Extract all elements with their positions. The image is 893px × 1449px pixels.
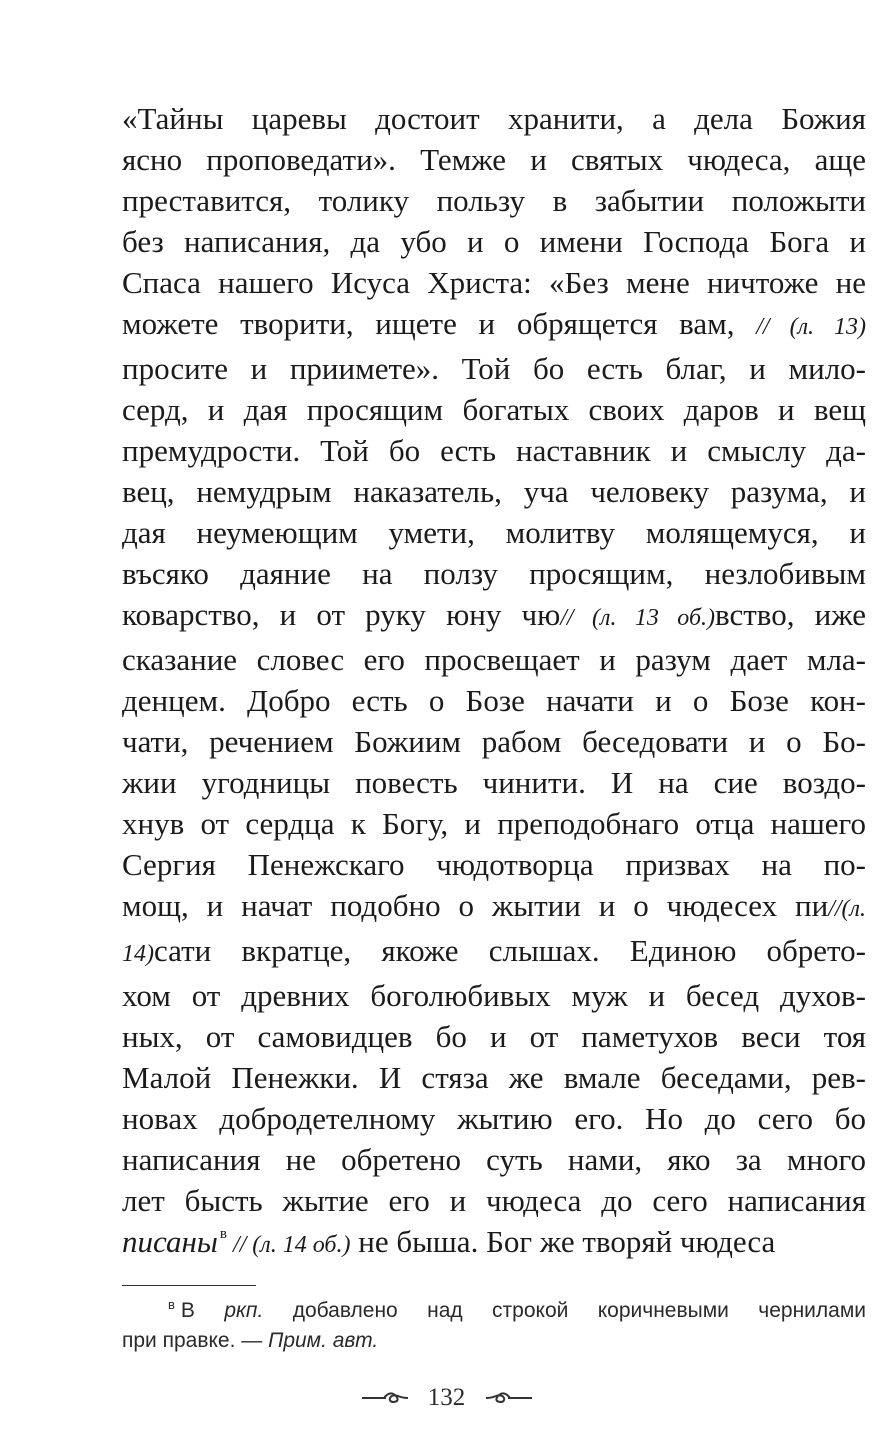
folio-reference: // (л. 13 об.) (560, 605, 716, 631)
footnote-divider (122, 1285, 256, 1286)
right-ornament-icon (482, 1389, 534, 1407)
body-line (122, 721, 866, 762)
footnote-line (122, 1326, 866, 1356)
body-line (122, 1057, 866, 1098)
text-segment: хом от древних боголюбивых муж и бесед духов- (122, 978, 866, 1013)
text-segment: преставится, толику пользу в забытии положыти (122, 183, 866, 218)
body-line (122, 680, 866, 721)
footnote-marker: в (219, 1226, 227, 1242)
body-line (122, 262, 866, 303)
body-line (122, 930, 866, 975)
body-line (122, 389, 866, 430)
body-line (122, 221, 866, 262)
text-segment: можете творити, ищете и обрящется вам, (122, 306, 757, 341)
footnote-line (122, 1296, 866, 1326)
text-segment: вец, немудрым наказатель, уча человеку разума, и (122, 474, 866, 509)
text-segment: новах добродетелному жытию его. Но до сего бо (122, 1101, 866, 1136)
text-segment: писаны (122, 1224, 218, 1259)
text-segment: Спаса нашего Исуса Христа: «Без мене ничтоже не (122, 265, 866, 300)
text-segment: добавлено над строкой коричневыми чернилами (263, 1299, 867, 1322)
text-segment: «Тайны царевы достоит хранити, а дела Божия (122, 101, 866, 136)
footnote-marker: в (168, 1297, 175, 1312)
text-segment: написания не обретено суть нами, яко за много (122, 1142, 866, 1177)
body-line (122, 639, 866, 680)
footnote (122, 1296, 866, 1356)
body-line (122, 512, 866, 553)
page-number: 132 (427, 1384, 466, 1412)
body-line (122, 1139, 866, 1180)
folio-reference: 14) (122, 941, 154, 967)
text-segment: жии угодницы повесть чинити. И на сие воздо- (122, 765, 866, 800)
body-line (122, 553, 866, 594)
text-segment: просите и приимете». Той бо есть благ, и мило- (122, 351, 866, 386)
body-line (122, 762, 866, 803)
body-line (122, 594, 866, 639)
text-segment: денцем. Добро есть о Бозе начати и о Бозе кон- (122, 683, 866, 718)
text-segment: хнув от сердца к Богу, и преподобнаго отца нашего (122, 806, 866, 841)
text-segment: чати, речением Божиим рабом беседовати и о Бо- (122, 724, 866, 759)
main-text (122, 98, 866, 1266)
body-line (122, 139, 866, 180)
body-line (122, 803, 866, 844)
body-line (122, 98, 866, 139)
text-segment: В (180, 1299, 225, 1322)
text-segment: дая неумеющим умети, молитву молящемуся, и (122, 515, 866, 550)
body-line (122, 180, 866, 221)
body-line (122, 975, 866, 1016)
text-segment: Сергия Пенежскаго чюдотворца призвах на по- (122, 847, 866, 882)
text-segment: вство, иже (715, 597, 866, 632)
body-line (122, 885, 866, 930)
body-line (122, 348, 866, 389)
body-line (122, 303, 866, 348)
body-line (122, 1221, 866, 1266)
text-segment: ясно проповедати». Темже и святых чюдеса, аще (122, 142, 866, 177)
text-segment: коварство, и от руку юну чю (122, 597, 561, 632)
text-segment: при правке. — (122, 1329, 269, 1352)
text-segment: въсяко даяние на ползу просящим, незлобивым (122, 556, 866, 591)
text-segment: ных, от самовидцев бо и от паметухов веси тоя (122, 1019, 866, 1054)
body-line (122, 1016, 866, 1057)
text-segment: премудрости. Той бо есть наставник и смыслу да- (122, 433, 866, 468)
body-line (122, 844, 866, 885)
text-segment: без написания, да убо и о имени Господа Бога и (122, 224, 866, 259)
left-ornament-icon (360, 1389, 412, 1407)
text-segment: лет бысть жытие его и чюдеса до сего написания (122, 1183, 866, 1218)
folio-reference: // (л. 14 об.) (226, 1232, 351, 1258)
text-segment: серд, и дая просящим богатых своих даров и вещ (122, 392, 866, 427)
text-segment: ркп. (224, 1299, 264, 1322)
text-segment: не быша. Бог же творяй чюдеса (350, 1224, 776, 1259)
text-segment: сказание словес его просвещает и разум дает мла- (122, 642, 866, 677)
body-line (122, 1098, 866, 1139)
folio-reference: // (л. 13) (756, 314, 866, 340)
folio-reference: //(л. (828, 896, 866, 922)
text-segment: сати вкратце, якоже слышах. Единою обрето- (154, 933, 866, 968)
text-segment: Малой Пенежки. И стяза же вмале беседами, рев- (122, 1060, 866, 1095)
body-line (122, 1180, 866, 1221)
text-segment: мощ, и начат подобно о жытии и о чюдесех пи (122, 888, 829, 923)
body-line (122, 430, 866, 471)
body-line (122, 471, 866, 512)
text-segment: Прим. авт. (268, 1329, 379, 1352)
page-footer (0, 1383, 893, 1412)
